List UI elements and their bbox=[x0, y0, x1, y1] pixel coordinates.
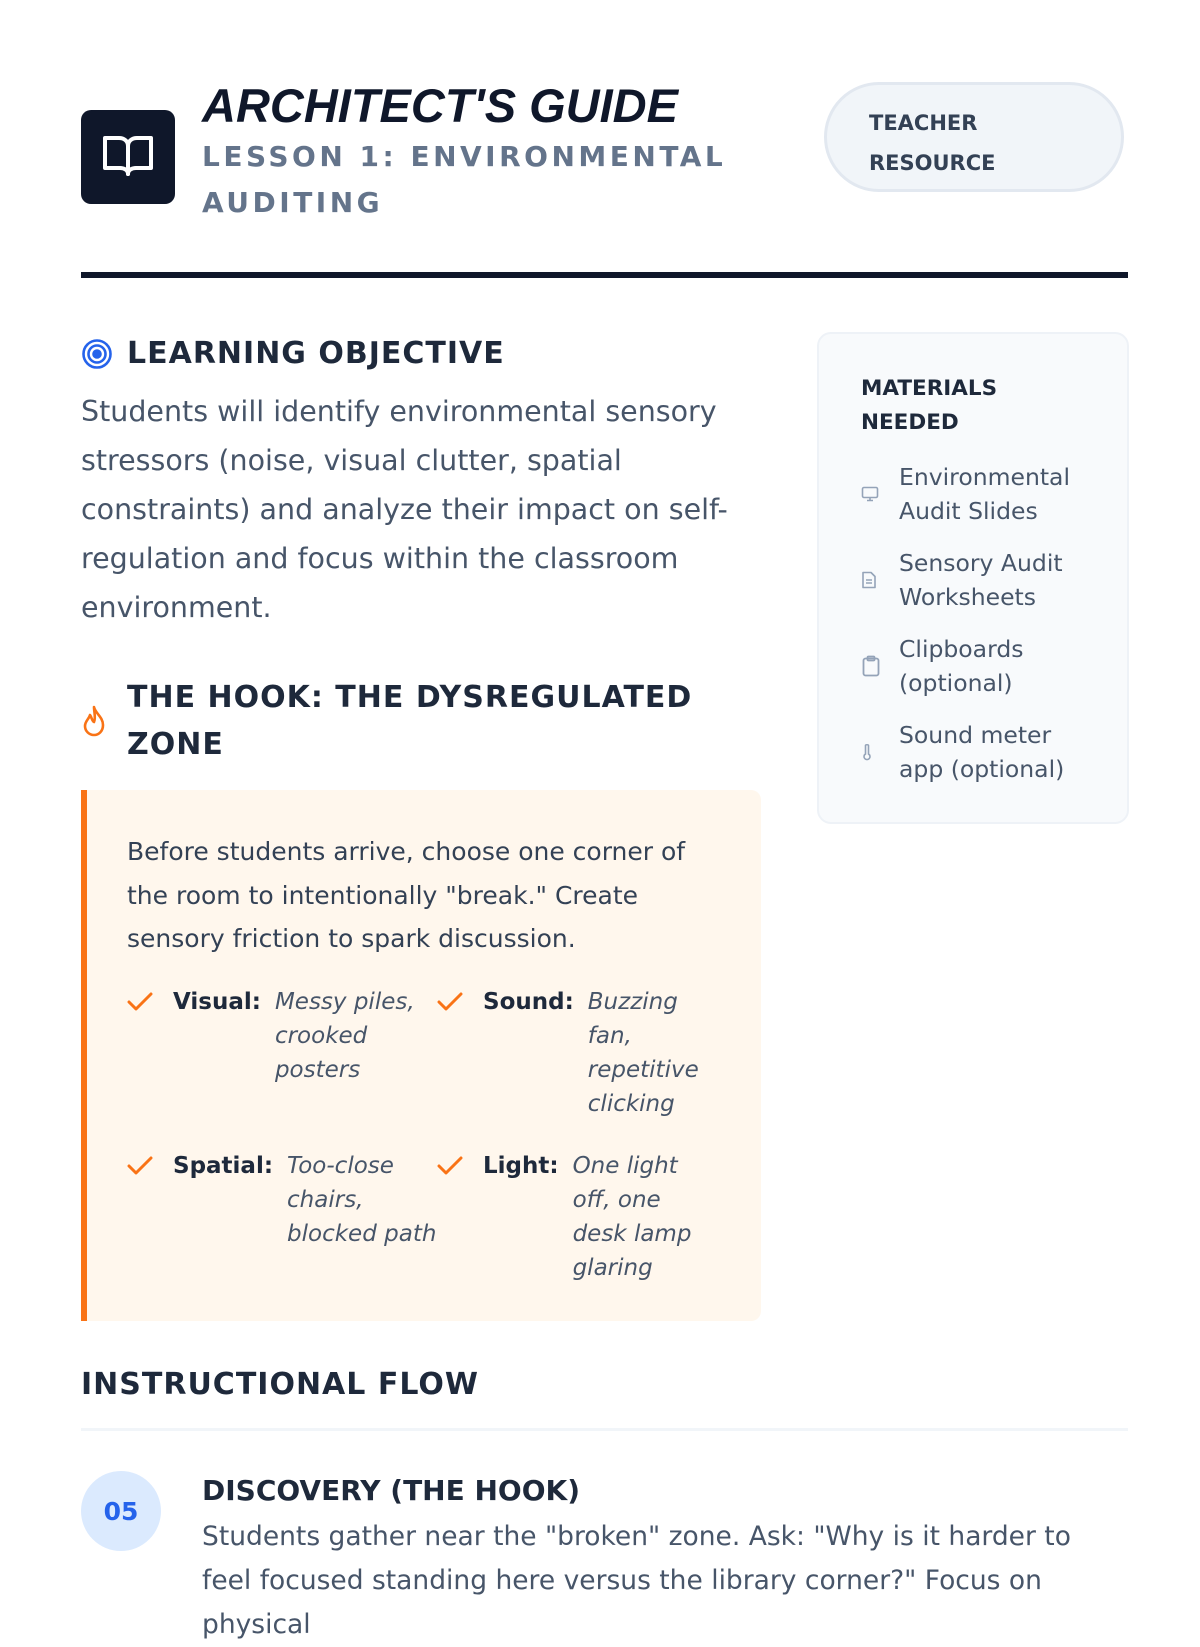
material-item bbox=[861, 460, 1097, 528]
objective-text: Students will identify environmental sensory stressors (noise, visual clutter, spatial constraints) and analyze their impact on self-regulation and focus within the classroom environment. bbox=[81, 395, 728, 624]
step-number: 05 bbox=[81, 1471, 161, 1551]
badge-line-1: TEACHER bbox=[869, 111, 978, 135]
materials-card bbox=[817, 332, 1129, 824]
thermometer-icon bbox=[861, 743, 899, 761]
check-label: Light: bbox=[483, 1152, 559, 1179]
check-label: Sound: bbox=[483, 988, 574, 1015]
check-value: Buzzing fan, repetitive clicking bbox=[587, 988, 699, 1117]
materials-title: MATERIALS NEEDED bbox=[861, 376, 998, 435]
main-column bbox=[81, 330, 761, 1321]
material-item bbox=[861, 718, 1097, 786]
material-item bbox=[861, 546, 1097, 614]
badge-line-2: RESOURCE bbox=[869, 151, 996, 175]
title-block bbox=[202, 78, 762, 226]
objective-heading-text: LEARNING OBJECTIVE bbox=[127, 336, 505, 371]
check-icon bbox=[437, 985, 483, 1019]
logo bbox=[81, 110, 175, 204]
hook-heading bbox=[81, 674, 761, 768]
hook-text: Before students arrive, choose one corner of the room to intentionally "break." Create sensory friction to spark discussion. bbox=[127, 837, 686, 953]
material-label: Sound meter app (optional) bbox=[899, 721, 1065, 783]
clipboard-icon bbox=[861, 655, 899, 677]
objective-heading bbox=[81, 330, 761, 377]
flow-step bbox=[81, 1471, 1128, 1647]
monitor-icon bbox=[861, 486, 899, 502]
check-value: Too-close chairs, blocked path bbox=[287, 1152, 437, 1247]
hook-callout bbox=[81, 790, 761, 1321]
material-item bbox=[861, 632, 1097, 700]
check-icon bbox=[127, 1149, 173, 1183]
check-item-sound bbox=[437, 985, 717, 1121]
material-label: Sensory Audit Worksheets bbox=[899, 549, 1063, 611]
check-icon bbox=[127, 985, 173, 1019]
flame-icon bbox=[81, 698, 127, 745]
check-label: Spatial: bbox=[173, 1152, 274, 1179]
document-icon bbox=[861, 571, 899, 589]
check-item-spatial bbox=[127, 1149, 437, 1285]
step-body bbox=[202, 1471, 1102, 1647]
check-icon bbox=[437, 1149, 483, 1183]
check-item-light bbox=[437, 1149, 717, 1285]
flow-title: INSTRUCTIONAL FLOW bbox=[81, 1367, 479, 1402]
check-item-visual bbox=[127, 985, 437, 1121]
open-book-icon bbox=[102, 132, 154, 182]
lesson-page bbox=[81, 0, 1128, 1640]
hook-heading-text: THE HOOK: THE DYSREGULATED ZONE bbox=[127, 680, 693, 762]
check-value: One light off, one desk lamp glaring bbox=[572, 1152, 692, 1281]
flow-divider bbox=[81, 1428, 1128, 1431]
material-label: Clipboards (optional) bbox=[899, 635, 1024, 697]
page-title: ARCHITECT'S GUIDE bbox=[202, 79, 678, 132]
step-description: Students gather near the "broken" zone. Ask: "Why is it harder to feel focused standing here versus the library corner?" Focus on physical bbox=[202, 1521, 1071, 1640]
hook-checklist bbox=[127, 985, 721, 1285]
check-value: Messy piles, crooked posters bbox=[274, 988, 415, 1083]
teacher-resource-badge bbox=[824, 82, 1124, 192]
material-label: Environmental Audit Slides bbox=[899, 463, 1070, 525]
check-label: Visual: bbox=[173, 988, 261, 1015]
target-icon bbox=[81, 330, 127, 377]
header-divider bbox=[81, 272, 1128, 278]
lesson-subtitle: LESSON 1: ENVIRONMENTAL AUDITING bbox=[202, 140, 727, 219]
header bbox=[81, 0, 1128, 280]
instructional-flow bbox=[81, 1365, 1128, 1647]
step-title: DISCOVERY (THE HOOK) bbox=[202, 1474, 581, 1507]
